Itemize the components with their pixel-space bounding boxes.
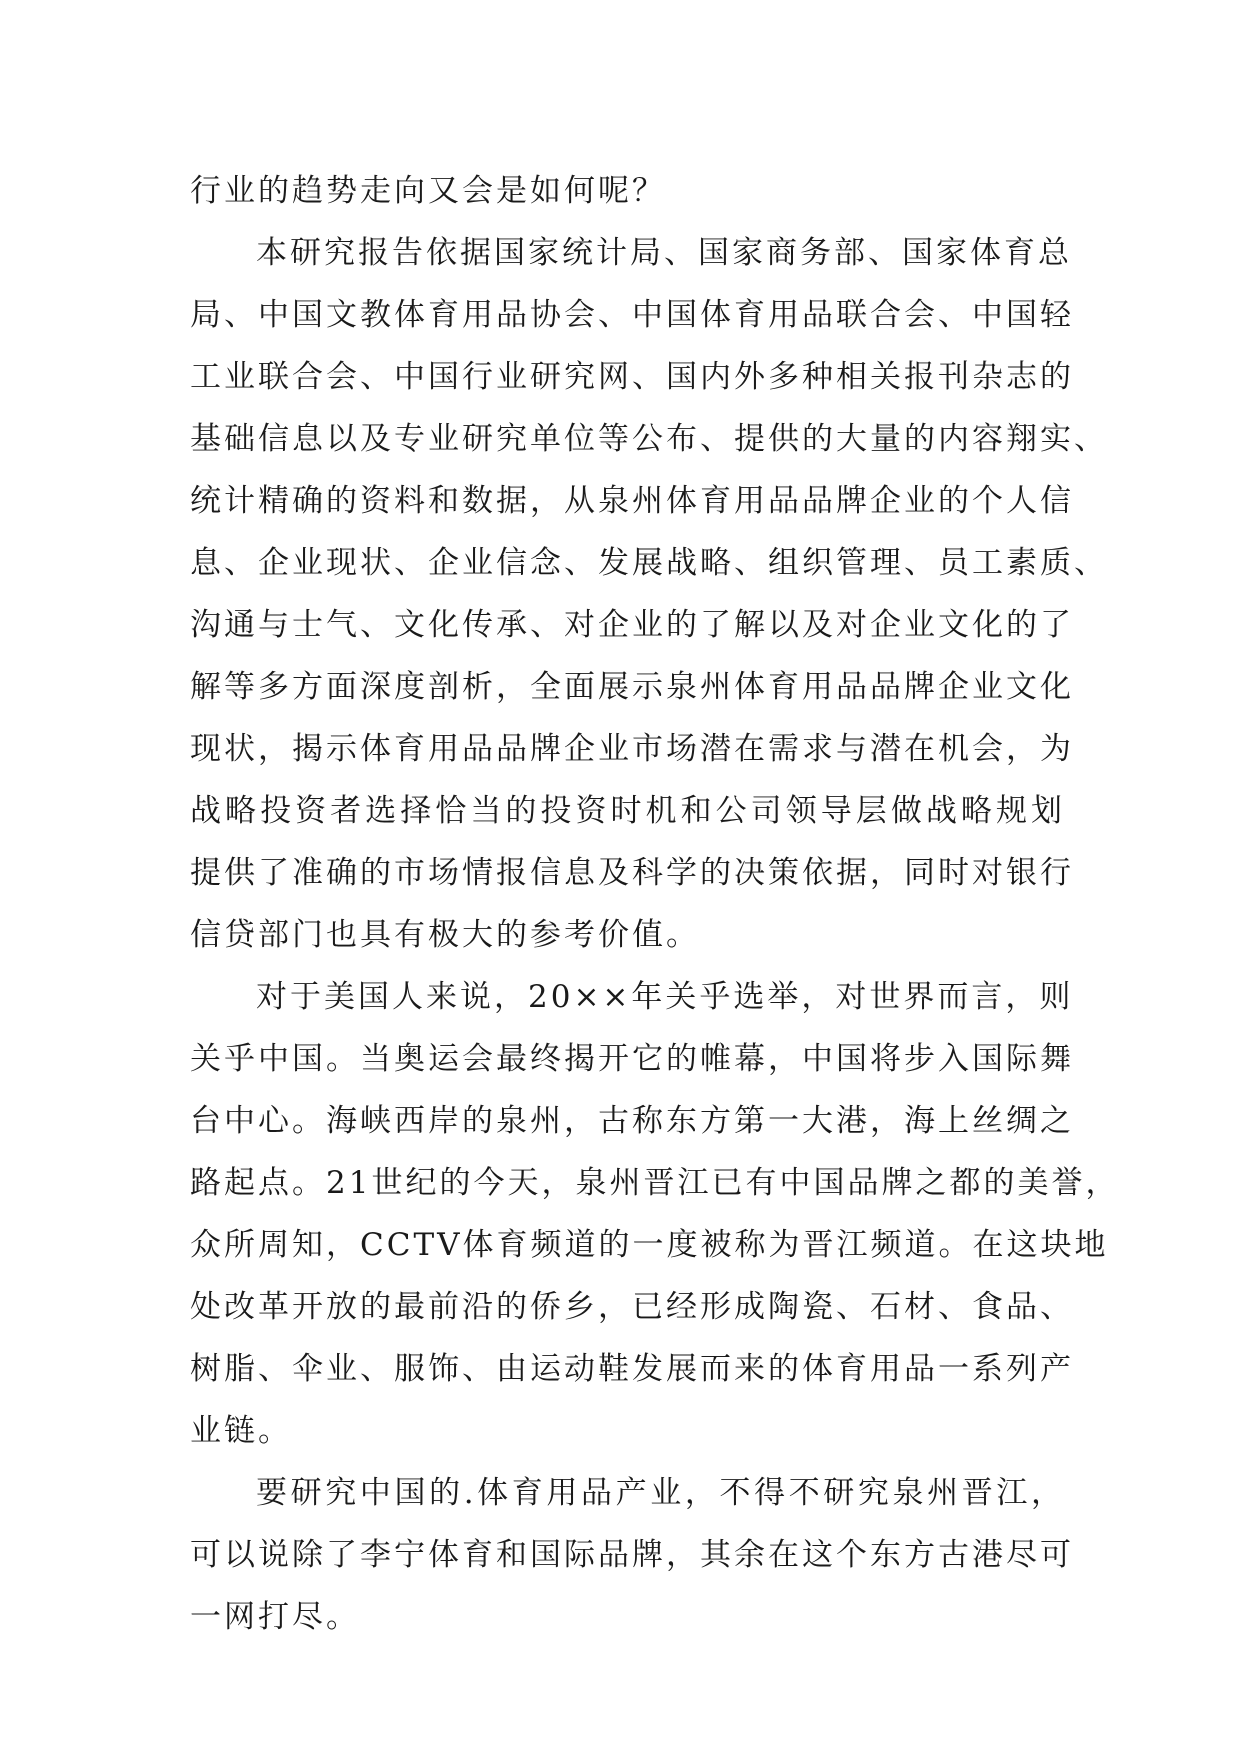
text-line: 业链。: [190, 1413, 292, 1449]
text-line: 信贷部门也具有极大的参考价值。: [190, 917, 700, 953]
text-line: 路起点。21世纪的今天，泉州晋江已有中国品牌之都的美誉，: [190, 1165, 1120, 1201]
text-line: 台中心。海峡西岸的泉州，古称东方第一大港，海上丝绸之: [190, 1103, 1074, 1139]
text-line: 要研究中国的.体育用品产业，不得不研究泉州晋江，: [256, 1475, 1065, 1511]
text-line: 局、中国文教体育用品协会、中国体育用品联合会、中国轻: [190, 297, 1074, 333]
text-line: 可以说除了李宁体育和国际品牌，其余在这个东方古港尽可: [190, 1537, 1074, 1573]
text-line: 本研究报告依据国家统计局、国家商务部、国家体育总: [256, 235, 1072, 271]
text-line: 关乎中国。当奥运会最终揭开它的帷幕，中国将步入国际舞: [190, 1041, 1074, 1077]
text-line: 一网打尽。: [190, 1599, 360, 1635]
document-body: [190, 160, 1120, 1648]
text-line: 基础信息以及专业研究单位等公布、提供的大量的内容翔实、: [190, 421, 1108, 457]
text-line: 处改革开放的最前沿的侨乡，已经形成陶瓷、石材、食品、: [190, 1289, 1074, 1325]
text-line: 提供了准确的市场情报信息及科学的决策依据，同时对银行: [190, 855, 1074, 891]
text-line: 解等多方面深度剖析，全面展示泉州体育用品品牌企业文化: [190, 669, 1074, 705]
text-line: 统计精确的资料和数据，从泉州体育用品品牌企业的个人信: [190, 483, 1074, 519]
text-line: 战略投资者选择恰当的投资时机和公司领导层做战略规划: [190, 793, 1065, 829]
text-line: 工业联合会、中国行业研究网、国内外多种相关报刊杂志的: [190, 359, 1074, 395]
text-line: 现状，揭示体育用品品牌企业市场潜在需求与潜在机会，为: [190, 731, 1074, 767]
text-line: 对于美国人来说，20××年关乎选举，对世界而言，则: [256, 979, 1074, 1015]
text-line: 树脂、伞业、服饰、由运动鞋发展而来的体育用品一系列产: [190, 1351, 1074, 1387]
text-line: 行业的趋势走向又会是如何呢？: [190, 173, 666, 209]
text-line: 众所周知，CCTV体育频道的一度被称为晋江频道。在这块地: [190, 1227, 1109, 1263]
text-line: 沟通与士气、文化传承、对企业的了解以及对企业文化的了: [190, 607, 1074, 643]
text-line: 息、企业现状、企业信念、发展战略、组织管理、员工素质、: [190, 545, 1108, 581]
